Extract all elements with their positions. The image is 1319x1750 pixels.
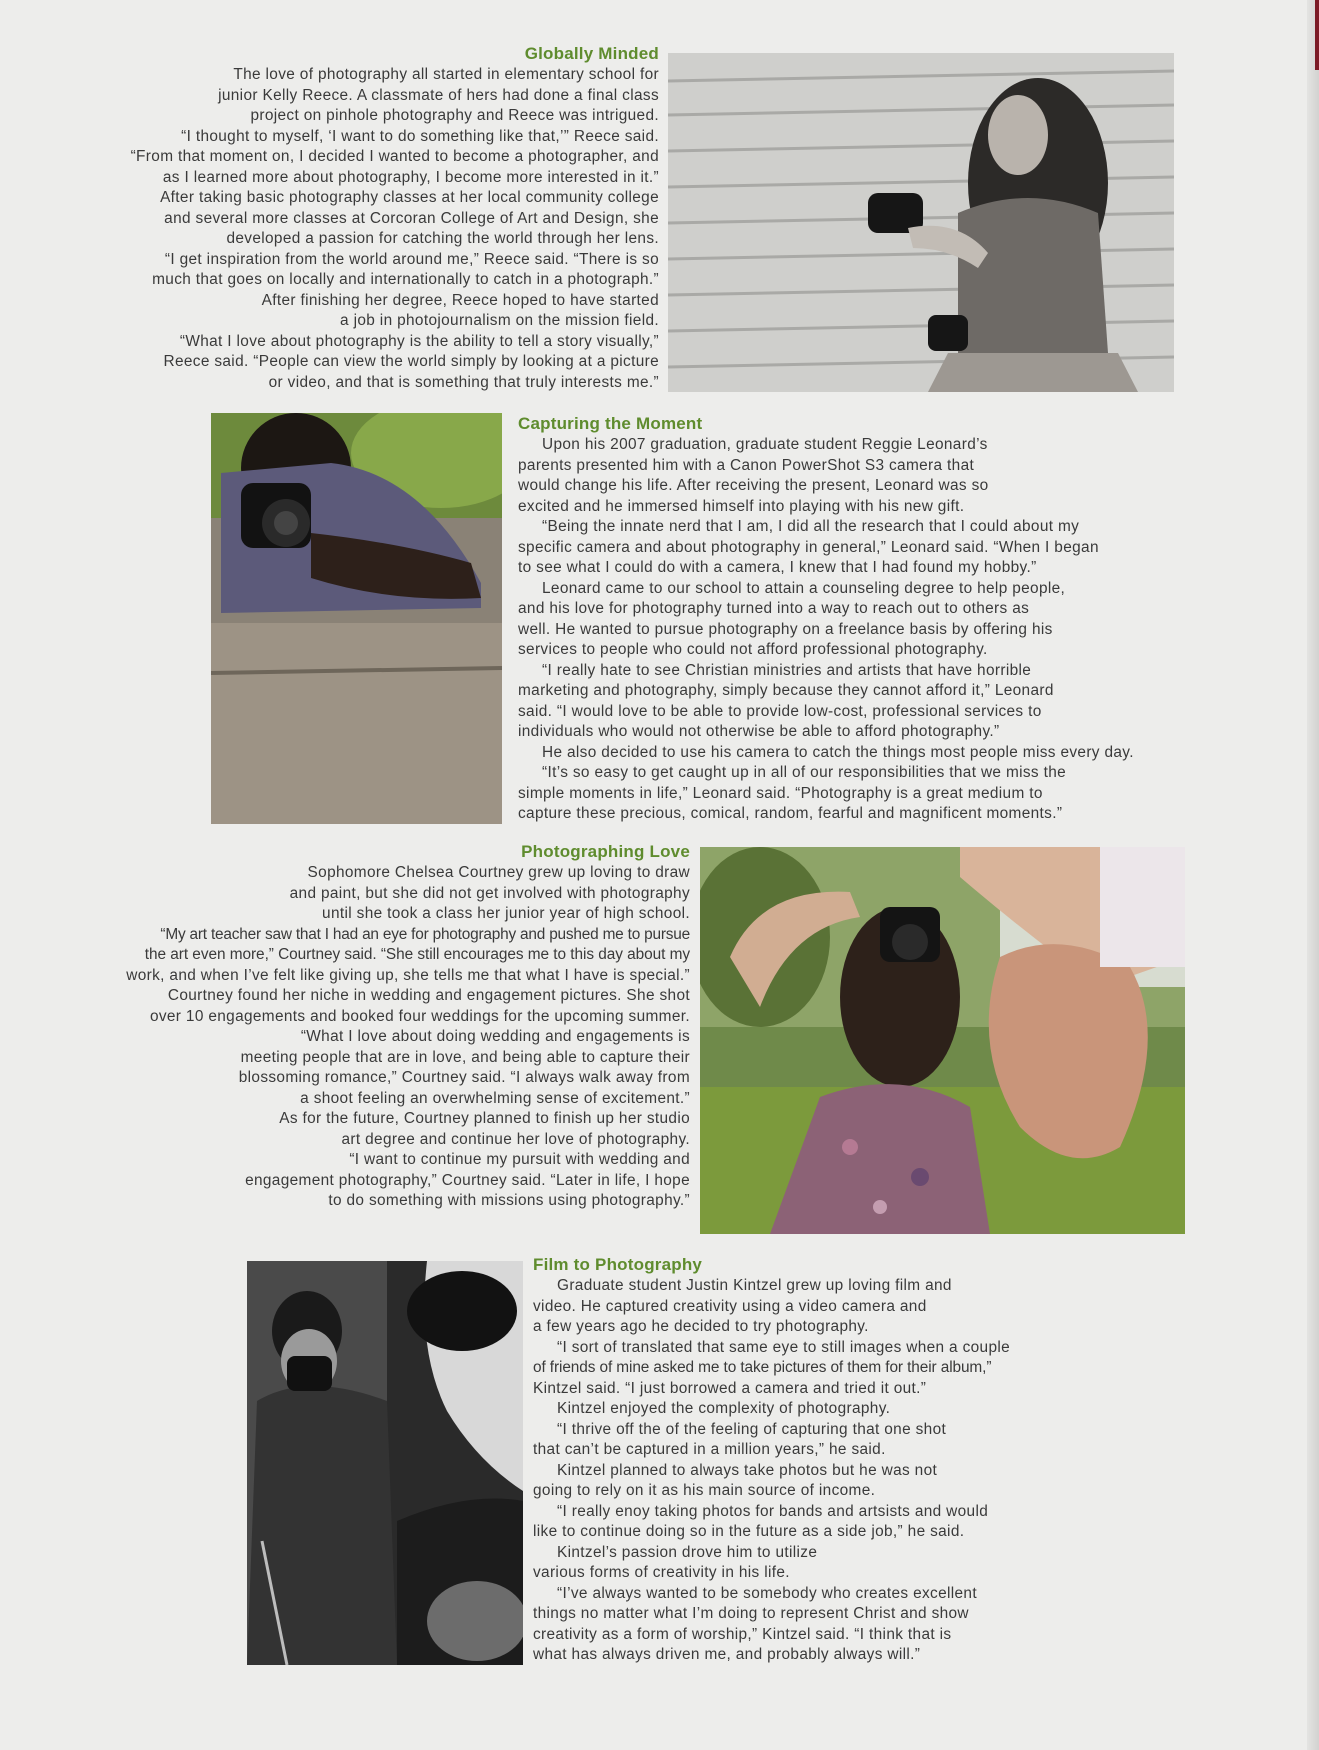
text-line: individuals who would not otherwise be able to afford photography.” <box>518 723 1000 740</box>
section-heading: Photographing Love <box>521 842 690 861</box>
section-heading: Globally Minded <box>524 44 659 63</box>
text-line: Kintzel planned to always take photos but he was not <box>557 1461 938 1479</box>
text-line: art degree and continue her love of photography. <box>341 1130 690 1148</box>
text-line: and several more classes at Corcoran College of Art and Design, she <box>164 209 659 227</box>
text-line: what has always driven me, and probably always will.” <box>533 1646 921 1663</box>
article-capturing-the-moment <box>518 413 1228 825</box>
text-line: specific camera and about photography in general,” Leonard said. “When I began <box>518 538 1099 556</box>
page-edge-accent <box>1315 0 1319 70</box>
text-line: and paint, but she did not get involved with photography <box>289 884 690 902</box>
text-line: various forms of creativity in his life. <box>533 1564 790 1581</box>
text-line: simple moments in life,” Leonard said. “Photography is a great medium to <box>518 784 1043 802</box>
text-line: video. He captured creativity using a video camera and <box>533 1297 927 1315</box>
photo-kelly-reece <box>668 53 1174 392</box>
text-line: that can’t be captured in a million years,” he said. <box>533 1441 886 1458</box>
text-line: to see what I could do with a camera, I knew that I had found my hobby.” <box>518 559 1037 576</box>
text-line: a shoot feeling an overwhelming sense of excitement.” <box>300 1089 690 1107</box>
text-line: or video, and that is something that truly interests me.” <box>268 373 659 391</box>
text-line: “From that moment on, I decided I wanted to become a photographer, and <box>130 148 659 165</box>
text-line: Kintzel said. “I just borrowed a camera and tried it out.” <box>533 1379 927 1397</box>
text-line: a job in photojournalism on the mission field. <box>340 312 659 329</box>
text-line: engagement photography,” Courtney said. “Later in life, I hope <box>245 1171 690 1189</box>
text-line: excited and he immersed himself into playing with his new gift. <box>518 497 965 515</box>
text-line: developed a passion for catching the world through her lens. <box>226 230 659 247</box>
text-line: “What I love about doing wedding and engagements is <box>300 1028 690 1045</box>
article-photographing-love <box>30 841 690 1212</box>
text-line: said. “I would love to be able to provide low-cost, professional services to <box>518 702 1042 720</box>
photo-reggie-leonard <box>211 413 502 824</box>
text-line: capture these precious, comical, random, fearful and magnificent moments.” <box>518 805 1063 822</box>
text-line: going to rely on it as his main source of income. <box>533 1482 876 1499</box>
text-line: over 10 engagements and booked four weddings for the upcoming summer. <box>149 1007 690 1025</box>
text-line: “I really enoy taking photos for bands and artsists and would <box>557 1502 989 1520</box>
text-line: Courtney found her niche in wedding and engagement pictures. She shot <box>167 987 690 1004</box>
text-line: Reece said. “People can view the world simply by looking at a picture <box>163 353 659 370</box>
text-line: as I learned more about photography, I become more interested in it.” <box>162 168 659 186</box>
text-line: Upon his 2007 graduation, graduate student Reggie Leonard’s <box>542 436 988 453</box>
text-line: well. He wanted to pursue photography on a freelance basis by offering his <box>518 620 1053 638</box>
text-line: the art even more,” Courtney said. “She still encourages me to this day about my <box>144 946 690 963</box>
text-line: Kintzel’s passion drove him to utilize <box>557 1543 818 1561</box>
text-line: much that goes on locally and internationally to catch in a photograph.” <box>152 271 659 288</box>
text-line: meeting people that are in love, and being able to capture their <box>240 1048 690 1066</box>
photo-chelsea-courtney <box>700 847 1185 1234</box>
text-line: work, and when I’ve felt like giving up, she tells me that what I have is special.” <box>126 966 690 984</box>
text-line: “I want to continue my pursuit with wedding and <box>349 1151 690 1168</box>
text-line: After taking basic photography classes at her local community college <box>160 189 659 206</box>
text-line: blossoming romance,” Courtney said. “I always walk away from <box>238 1069 690 1086</box>
text-line: until she took a class her junior year of high school. <box>322 905 690 922</box>
article-film-to-photography <box>533 1254 1093 1666</box>
text-line: Kintzel enjoyed the complexity of photography. <box>557 1400 891 1417</box>
text-line: “It’s so easy to get caught up in all of our responsibilities that we miss the <box>542 764 1067 781</box>
text-line: of friends of mine asked me to take pictures of them for their album,” <box>533 1359 992 1376</box>
article-globally-minded <box>20 43 659 393</box>
text-line: to do something with missions using photography.” <box>328 1192 690 1209</box>
text-line: He also decided to use his camera to catch the things most people miss every day. <box>542 743 1134 761</box>
text-line: “I thought to myself, ‘I want to do something like that,’” Reece said. <box>181 127 659 145</box>
section-heading: Capturing the Moment <box>518 414 703 433</box>
text-line: “I’ve always wanted to be somebody who creates excellent <box>557 1584 977 1602</box>
text-line: services to people who could not afford professional photography. <box>518 641 988 658</box>
text-line: “I really hate to see Christian ministries and artists that have horrible <box>542 661 1032 679</box>
text-line: “What I love about photography is the ability to tell a story visually,” <box>179 332 659 350</box>
text-line: like to continue doing so in the future as a side job,” he said. <box>533 1523 965 1540</box>
text-line: “My art teacher saw that I had an eye for photography and pushed me to pursue <box>160 925 690 943</box>
text-line: Sophomore Chelsea Courtney grew up loving to draw <box>307 864 690 881</box>
text-line: “I get inspiration from the world around me,” Reece said. “There is so <box>164 250 659 268</box>
text-line: As for the future, Courtney planned to finish up her studio <box>279 1110 690 1127</box>
photo-justin-kintzel <box>247 1261 523 1665</box>
text-line: junior Kelly Reece. A classmate of hers had done a final class <box>218 86 659 104</box>
text-line: would change his life. After receiving the present, Leonard was so <box>518 477 989 494</box>
text-line: “I sort of translated that same eye to still images when a couple <box>557 1338 1011 1356</box>
text-line: things no matter what I’m doing to represent Christ and show <box>533 1605 969 1622</box>
text-line: a few years ago he decided to try photography. <box>533 1318 869 1335</box>
text-line: “I thrive off the of the feeling of capturing that one shot <box>557 1420 947 1438</box>
text-line: Leonard came to our school to attain a counseling degree to help people, <box>542 579 1066 597</box>
text-line: “Being the innate nerd that I am, I did all the research that I could about my <box>542 518 1080 535</box>
text-line: After finishing her degree, Reece hoped to have started <box>261 291 659 309</box>
text-line: creativity as a form of worship,” Kintzel said. “I think that is <box>533 1625 952 1643</box>
text-line: parents presented him with a Canon PowerShot S3 camera that <box>518 456 975 474</box>
text-line: The love of photography all started in elementary school for <box>233 66 659 83</box>
text-line: Graduate student Justin Kintzel grew up loving film and <box>557 1277 952 1294</box>
text-line: and his love for photography turned into a way to reach out to others as <box>518 600 1030 617</box>
page-edge <box>1307 0 1319 1750</box>
text-line: marketing and photography, simply because they cannot afford it,” Leonard <box>518 682 1054 699</box>
text-line: project on pinhole photography and Reece was intrigued. <box>250 107 659 124</box>
section-heading: Film to Photography <box>533 1255 703 1274</box>
